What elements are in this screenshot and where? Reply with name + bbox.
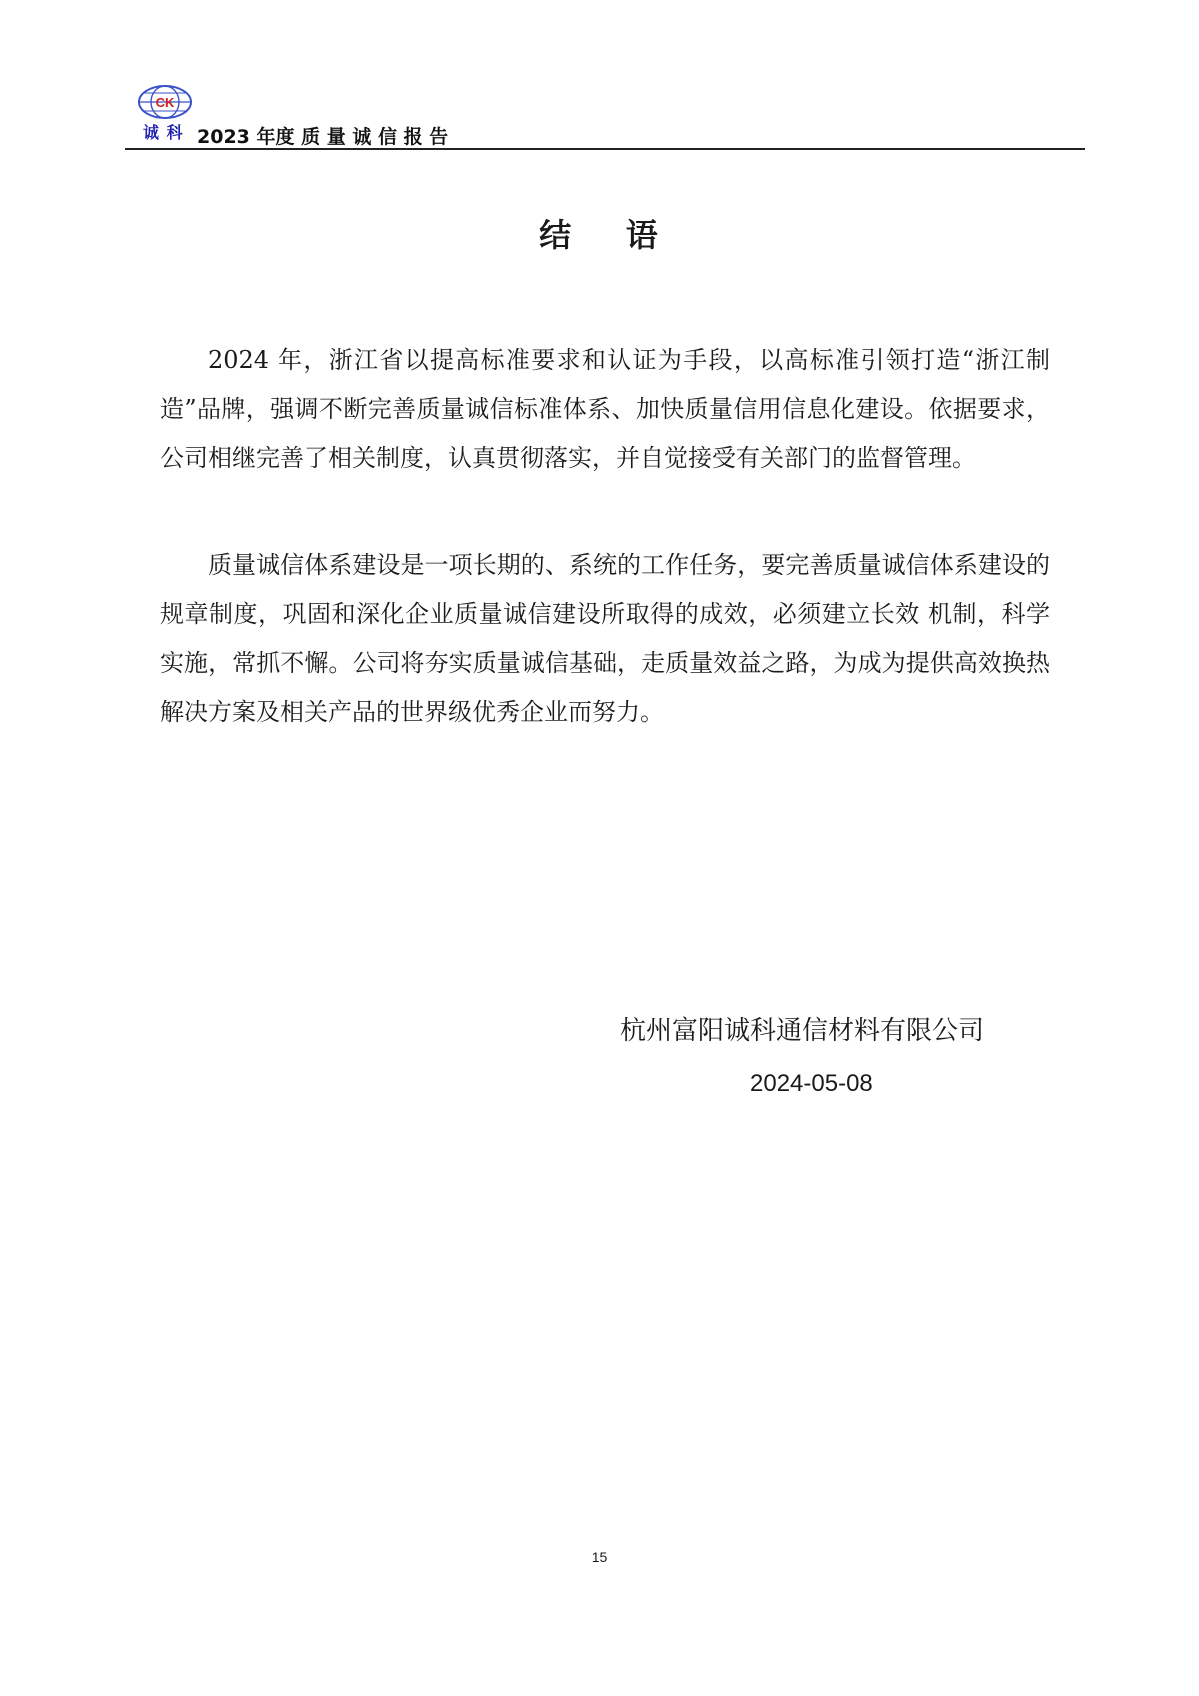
globe-logo-icon xyxy=(137,84,193,120)
page-title: 结 语 xyxy=(539,216,660,254)
company-logo xyxy=(137,84,193,120)
paragraph-1: 2024 年，浙江省以提高标准要求和认证为手段，以高标准引领打造“浙江制造”品牌，强调不断完善质量诚信标准体系、加快质量信用信息化建设。依据要求，公司相继完善了相关制度，认真贯彻落实，并自觉接受有关部门的监督管理。 xyxy=(160,346,1050,472)
report-header-title: 2023 年度 质 量 诚 信 报 告 xyxy=(197,126,449,148)
paragraph-2: 质量诚信体系建设是一项长期的、系统的工作任务，要完善质量诚信体系建设的规章制度，巩固和深化企业质量诚信建设所取得的成效，必须建立长效 机制，科学实施，常抓不懈。公司将夯实质量诚信基础，走质量效益之路，为成为提供高效换热解决方案及相关产品的世界级优秀企业而努力。 xyxy=(160,551,1050,726)
logo-letters: CK xyxy=(155,95,175,110)
logo-chinese-chars: 诚 科 xyxy=(143,123,184,142)
company-signature: 杭州富阳诚科通信材料有限公司 xyxy=(620,1016,985,1046)
page-number: 15 xyxy=(591,1549,608,1565)
signature-date: 2024-05-08 xyxy=(750,1070,873,1097)
page-header xyxy=(125,72,1085,150)
header-divider xyxy=(125,148,1085,150)
